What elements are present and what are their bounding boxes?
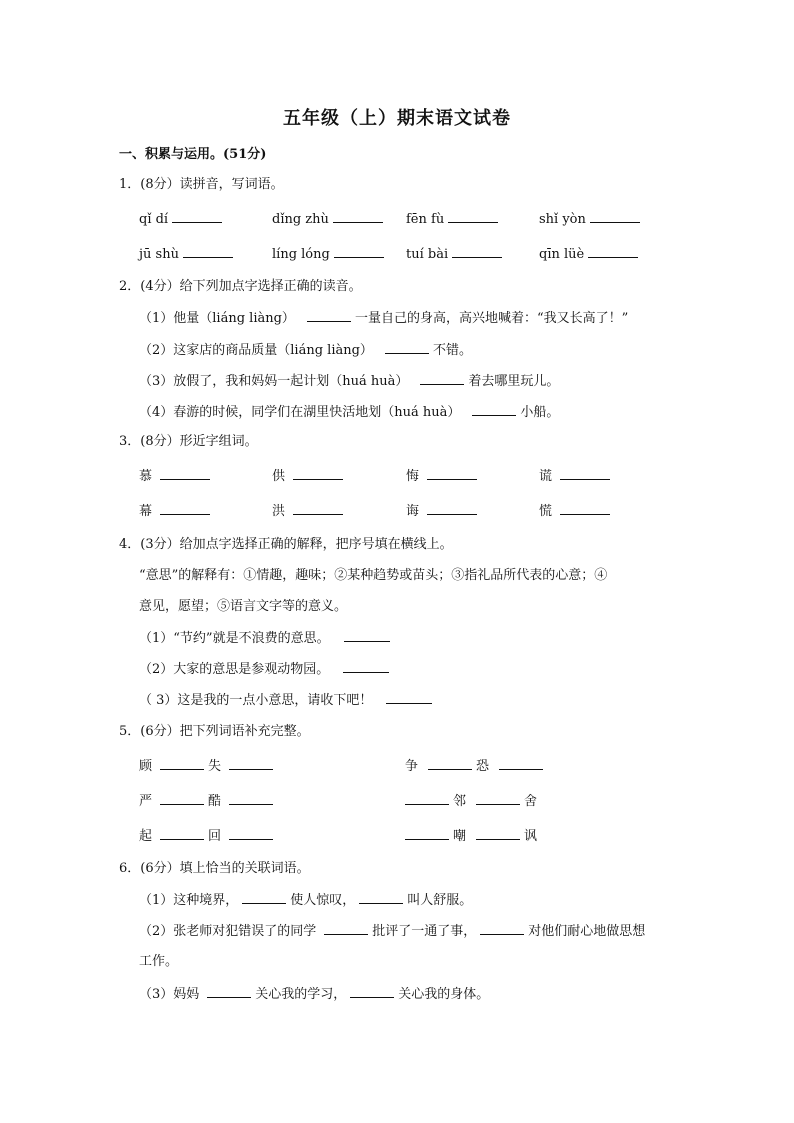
answer-blank[interactable] [229, 792, 273, 805]
question-6-item-2 [139, 922, 645, 941]
question-4-item [139, 691, 436, 710]
answer-blank[interactable] [560, 467, 610, 480]
answer-blank[interactable] [588, 245, 638, 258]
answer-blank[interactable] [359, 891, 403, 904]
idiom-char: 恐 [476, 759, 490, 774]
item-text: 小船。 [520, 405, 560, 420]
question-2-item [139, 372, 559, 391]
section-heading: 一、积累与运用。(51分) [119, 147, 267, 162]
answer-blank[interactable] [207, 985, 251, 998]
char-cell [272, 467, 347, 486]
idiom-char: 顾 [139, 759, 153, 774]
item-text: （ 3）这是我的一点小意思，请收下吧！ [139, 693, 373, 708]
char-text: 悔 [406, 469, 420, 484]
char-text: 慌 [539, 504, 553, 519]
question-1-label: 1．(8分）读拼音，写词语。 [119, 177, 284, 192]
question-4-item [139, 629, 394, 648]
pinyin-text: jū shù [139, 247, 179, 262]
question-2-label: 2．(4分）给下列加点字选择正确的读音。 [119, 279, 362, 294]
answer-blank[interactable] [386, 691, 432, 704]
char-text: 幕 [139, 504, 153, 519]
item-text: 不错。 [432, 343, 472, 358]
answer-blank[interactable] [560, 502, 610, 515]
item-text: 批评了一通了事， [372, 924, 477, 939]
idiom-char: 起 [139, 829, 153, 844]
answer-blank[interactable] [385, 341, 429, 354]
item-text: （1）这种境界， [139, 893, 239, 908]
pinyin-text: fēn fù [406, 212, 445, 227]
question-4-item [139, 660, 393, 679]
pinyin-text: qīn lüè [539, 247, 585, 262]
item-text: 对他们耐心地做思想 [528, 924, 646, 939]
item-text: 叫人舒服。 [407, 893, 473, 908]
question-6-label: 6．(6分）填上恰当的关联词语。 [119, 861, 310, 876]
char-cell [272, 502, 347, 521]
char-text: 供 [272, 469, 286, 484]
char-cell [406, 502, 481, 521]
answer-blank[interactable] [427, 502, 477, 515]
answer-blank[interactable] [448, 210, 498, 223]
item-text: （4）春游的时候，同学们在湖里快活地划（huá huà） [139, 405, 461, 420]
answer-blank[interactable] [160, 757, 204, 770]
pinyin-cell [139, 210, 226, 229]
char-cell [406, 467, 481, 486]
item-text: 使人惊叹， [290, 893, 356, 908]
answer-blank[interactable] [333, 210, 383, 223]
answer-blank[interactable] [344, 629, 390, 642]
idiom-right [405, 757, 547, 776]
pinyin-cell [272, 210, 387, 229]
item-text: 关心我的身体。 [398, 987, 490, 1002]
answer-blank[interactable] [480, 922, 524, 935]
idiom-left [139, 757, 277, 776]
idiom-char: 邻 [453, 794, 467, 809]
pinyin-cell [539, 210, 644, 229]
answer-blank[interactable] [172, 210, 222, 223]
char-cell [139, 502, 214, 521]
question-3-label: 3．(8分）形近字组词。 [119, 434, 258, 449]
definition-line-2: 意见，愿望；⑤语言文字等的意义。 [139, 599, 348, 614]
pinyin-text: qǐ dí [139, 212, 169, 227]
definition-line-1: “意思”的解释有：①情趣，趣味；②某种趋势或苗头；③指礼品所代表的心意；④ [139, 568, 608, 583]
idiom-right [405, 792, 537, 811]
char-cell [539, 467, 614, 486]
idiom-char: 嘲 [453, 829, 467, 844]
idiom-char: 酷 [208, 794, 222, 809]
pinyin-cell [272, 245, 388, 264]
item-text: （2）大家的意思是参观动物园。 [139, 662, 330, 677]
pinyin-text: shǐ yòn [539, 212, 586, 227]
question-2-item [139, 309, 628, 328]
idiom-char: 讽 [524, 829, 538, 844]
answer-blank[interactable] [334, 245, 384, 258]
idiom-char: 舍 [524, 794, 538, 809]
answer-blank[interactable] [293, 502, 343, 515]
item-text: （1）“节约”就是不浪费的意思。 [139, 631, 330, 646]
answer-blank[interactable] [324, 922, 368, 935]
answer-blank[interactable] [242, 891, 286, 904]
item-text: （1）他量（liáng liàng） [139, 311, 295, 326]
pinyin-cell [406, 245, 506, 264]
item-text: （3）放假了，我和妈妈一起计划（huá huà） [139, 374, 409, 389]
idiom-char: 严 [139, 794, 153, 809]
answer-blank[interactable] [183, 245, 233, 258]
answer-blank[interactable] [452, 245, 502, 258]
item-text: （2）这家店的商品质量（liáng liàng） [139, 343, 373, 358]
answer-blank[interactable] [160, 467, 210, 480]
answer-blank[interactable] [428, 757, 472, 770]
question-5-label: 5．(6分）把下列词语补充完整。 [119, 724, 310, 739]
answer-blank[interactable] [420, 372, 464, 385]
idiom-char: 争 [405, 759, 419, 774]
answer-blank[interactable] [405, 827, 449, 840]
char-cell [139, 467, 214, 486]
question-6-item-2-continued: 工作。 [139, 954, 179, 969]
char-text: 诲 [406, 504, 420, 519]
answer-blank[interactable] [293, 467, 343, 480]
answer-blank[interactable] [160, 792, 204, 805]
answer-blank[interactable] [405, 792, 449, 805]
answer-blank[interactable] [427, 467, 477, 480]
item-text: （3）妈妈 [139, 987, 200, 1002]
pinyin-cell [406, 210, 502, 229]
item-text: （2）张老师对犯错误了的同学 [139, 924, 317, 939]
idiom-char: 回 [208, 829, 222, 844]
idiom-left [139, 792, 277, 811]
pinyin-cell [139, 245, 237, 264]
char-text: 慕 [139, 469, 153, 484]
pinyin-text: tuí bài [406, 247, 449, 262]
pinyin-text: líng lóng [272, 247, 330, 262]
question-2-item [139, 403, 559, 422]
answer-blank[interactable] [229, 757, 273, 770]
char-text: 谎 [539, 469, 553, 484]
answer-blank[interactable] [499, 757, 543, 770]
answer-blank[interactable] [350, 985, 394, 998]
answer-blank[interactable] [472, 403, 516, 416]
answer-blank[interactable] [343, 660, 389, 673]
idiom-right [405, 827, 537, 846]
pinyin-text: dǐng zhù [272, 212, 329, 227]
item-text: 一量自己的身高，高兴地喊着：“我又长高了！” [354, 311, 629, 326]
answer-blank[interactable] [307, 309, 351, 322]
item-text: 关心我的学习， [255, 987, 347, 1002]
question-6-item-1 [139, 891, 472, 910]
answer-blank[interactable] [476, 792, 520, 805]
char-cell [539, 502, 614, 521]
char-text: 洪 [272, 504, 286, 519]
answer-blank[interactable] [229, 827, 273, 840]
question-4-label: 4．(3分）给加点字选择正确的解释，把序号填在横线上。 [119, 537, 453, 552]
question-2-item [139, 341, 472, 360]
answer-blank[interactable] [476, 827, 520, 840]
pinyin-cell [539, 245, 642, 264]
answer-blank[interactable] [160, 827, 204, 840]
page-title: 五年级（上）期末语文试卷 [283, 108, 511, 129]
answer-blank[interactable] [160, 502, 210, 515]
question-6-item-3 [139, 985, 489, 1004]
item-text: 着去哪里玩儿。 [468, 374, 560, 389]
answer-blank[interactable] [590, 210, 640, 223]
idiom-left [139, 827, 277, 846]
idiom-char: 失 [208, 759, 222, 774]
